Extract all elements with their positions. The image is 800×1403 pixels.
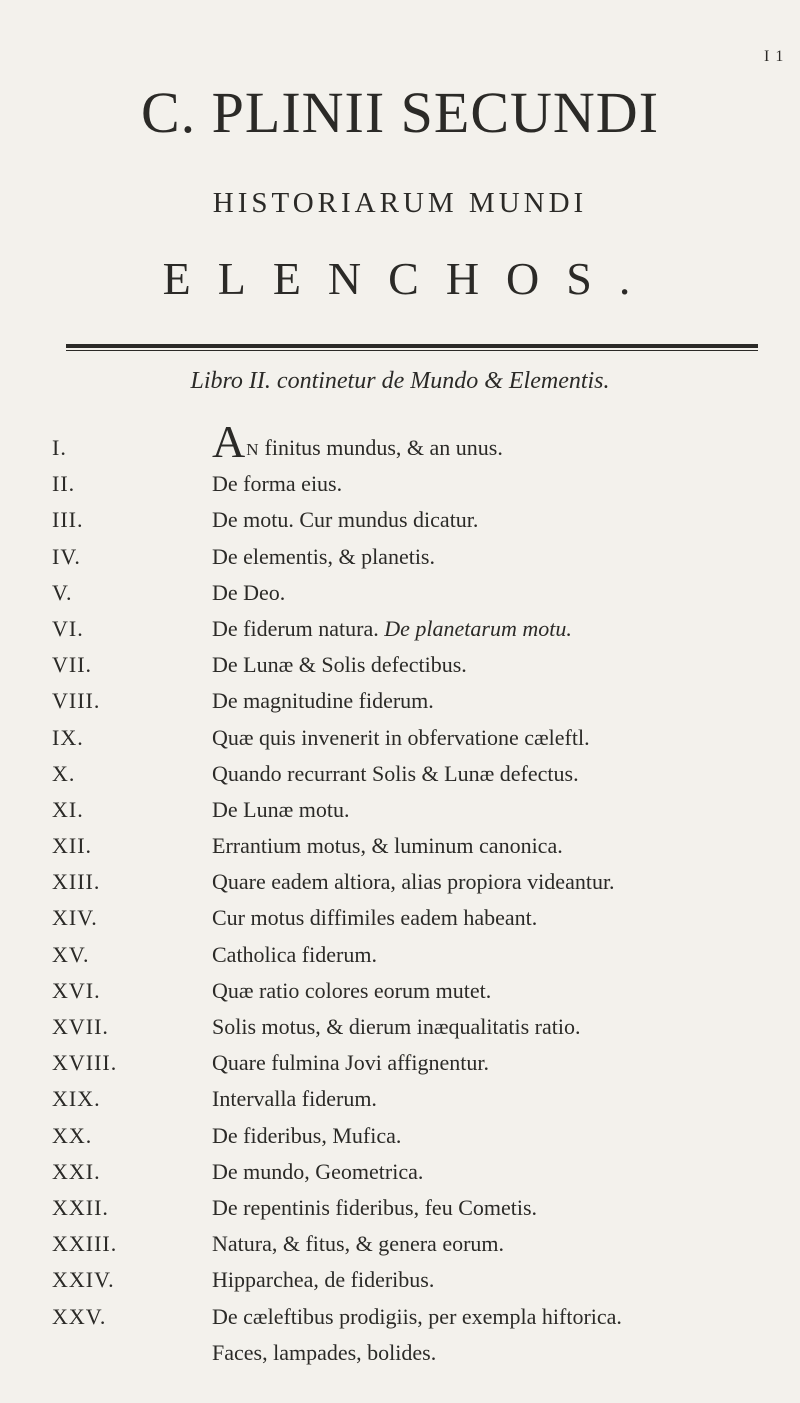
chapter-entry (0, 1081, 800, 1117)
chapter-text: De magnitudine fiderum. (212, 688, 434, 714)
divider-rule-thin (66, 350, 758, 351)
chapter-number: XX. (52, 1122, 93, 1148)
chapter-number: X. (52, 760, 76, 786)
chapter-entry (0, 575, 800, 611)
chapter-number: XIX. (52, 1086, 101, 1112)
chapter-entry (0, 611, 800, 647)
chapter-text-roman: De fiderum natura. (212, 615, 379, 641)
chapter-text: De Deo. (212, 579, 286, 605)
chapter-number: XII. (52, 833, 93, 859)
chapter-text: Errantium motus, & luminum canonica. (212, 833, 563, 859)
chapter-text: Quæ ratio colores eorum mutet. (212, 977, 492, 1003)
chapter-entry (0, 1154, 800, 1190)
chapter-text (212, 611, 572, 647)
chapter-entry (0, 1262, 800, 1298)
chapter-number: XV. (52, 941, 90, 967)
chapter-text: Quare fulmina Jovi affignentur. (212, 1050, 489, 1076)
chapter-entry (0, 1045, 800, 1081)
chapter-text: De motu. Cur mundus dicatur. (212, 507, 479, 533)
chapter-entry (0, 683, 800, 719)
chapter-list (0, 416, 800, 1371)
chapter-number: VI. (52, 615, 84, 641)
divider-rule (66, 344, 758, 348)
chapter-text: Hipparchea, de fideribus. (212, 1267, 435, 1293)
chapter-entry (0, 466, 800, 502)
chapter-text-italic: De planetarum motu. (384, 615, 572, 641)
chapter-number: XXV. (52, 1303, 107, 1329)
chapter-text: De repentinis fideribus, feu Cometis. (212, 1194, 538, 1220)
chapter-entry (0, 937, 800, 973)
chapter-number: XXIII. (52, 1231, 118, 1257)
chapter-number: III. (52, 507, 84, 533)
chapter-number: XXII. (52, 1194, 109, 1220)
title-main: C. PLINII SECUNDI (140, 80, 660, 145)
chapter-number: XIII. (52, 869, 101, 895)
chapter-number: V. (52, 579, 73, 605)
chapter-entry (0, 1190, 800, 1226)
chapter-text: Quare eadem altiora, alias propiora videantur. (212, 869, 615, 895)
chapter-entry (0, 1226, 800, 1262)
chapter-text-rest: finitus mundus, & an unus. (264, 435, 503, 460)
chapter-continuation (0, 1335, 800, 1371)
chapter-number: XXI. (52, 1158, 101, 1184)
book-heading: Libro II. continetur de Mundo & Elementis. (190, 368, 610, 394)
chapter-text: De mundo, Geometrica. (212, 1158, 424, 1184)
chapter-number: II. (52, 471, 76, 497)
chapter-text (212, 416, 503, 468)
chapter-entry (0, 502, 800, 538)
chapter-entry (0, 973, 800, 1009)
chapter-entry (0, 900, 800, 936)
page-number: I 1 (764, 48, 785, 65)
chapter-entry (0, 1299, 800, 1335)
chapter-entry (0, 1118, 800, 1154)
chapter-entry (0, 864, 800, 900)
chapter-text: Solis motus, & dierum inæqualitatis ratio. (212, 1014, 581, 1039)
chapter-number: XVI. (52, 977, 101, 1003)
chapter-entry (0, 416, 800, 467)
chapter-number: XXIV. (52, 1267, 115, 1293)
chapter-text: De forma eius. (212, 471, 343, 497)
chapter-entry (0, 1009, 800, 1045)
chapter-entry (0, 720, 800, 756)
chapter-number: IV. (52, 543, 81, 569)
chapter-number: XI. (52, 796, 84, 822)
chapter-text: De fideribus, Mufica. (212, 1122, 402, 1148)
small-caps: N (246, 440, 259, 459)
title-sub: HISTORIARUM MUNDI (212, 187, 588, 219)
chapter-number: IX. (52, 724, 84, 750)
chapter-text: Quæ quis invenerit in obfervatione cæleftl. (212, 724, 590, 750)
chapter-entry (0, 828, 800, 864)
chapter-number: VII. (52, 652, 93, 678)
chapter-number: VIII. (52, 688, 101, 714)
chapter-text: Intervalla fiderum. (212, 1086, 377, 1112)
chapter-text: Cur motus diffimiles eadem habeant. (212, 905, 538, 931)
title-third: ELENCHOS. (162, 253, 658, 304)
chapter-number: I. (52, 435, 67, 460)
drop-initial: A (212, 416, 246, 467)
chapter-text: De elementis, & planetis. (212, 543, 435, 569)
chapter-number: XIV. (52, 905, 98, 931)
chapter-text: Catholica fiderum. (212, 941, 377, 967)
chapter-text: De cæleftibus prodigiis, per exempla hiftorica. (212, 1303, 622, 1329)
chapter-entry (0, 792, 800, 828)
chapter-text: Natura, & fitus, & genera eorum. (212, 1231, 505, 1257)
chapter-entry (0, 539, 800, 575)
chapter-entry (0, 647, 800, 683)
chapter-number: XVII. (52, 1014, 109, 1039)
chapter-entry (0, 756, 800, 792)
chapter-text: Quando recurrant Solis & Lunæ defectus. (212, 760, 579, 786)
chapter-text: De Lunæ motu. (212, 796, 350, 822)
chapter-number: XVIII. (52, 1050, 118, 1076)
chapter-text: Faces, lampades, bolides. (212, 1339, 437, 1365)
chapter-text: De Lunæ & Solis defectibus. (212, 652, 467, 678)
